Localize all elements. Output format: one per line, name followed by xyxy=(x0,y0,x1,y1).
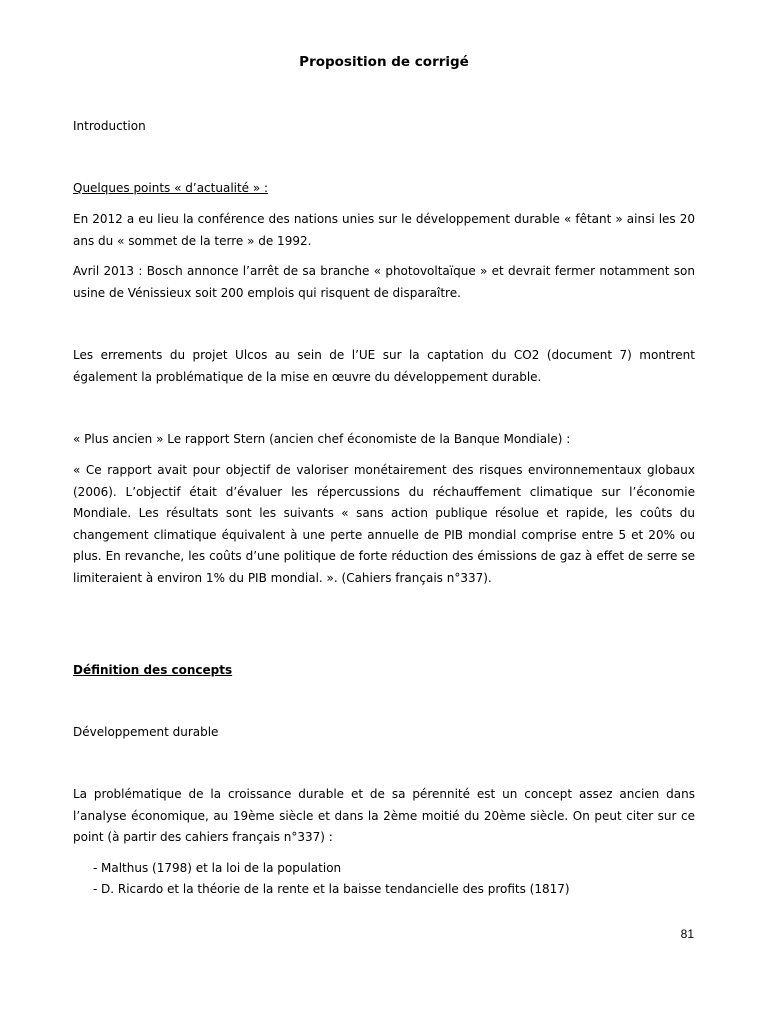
actualite-heading: Quelques points « d’actualité » : xyxy=(73,181,269,195)
stern-heading: « Plus ancien » Le rapport Stern (ancien chef économiste de la Banque Mondiale) : xyxy=(73,432,571,446)
developpement-durable-subheading: Développement durable xyxy=(73,725,219,739)
list-item-text: Malthus (1798) et la loi de la population xyxy=(101,861,342,875)
definitions-paragraph: La problématique de la croissance durable et de sa pérennité est un concept assez ancien dans l’analyse économique, au 19ème siècle et dans la 2ème moitié du 20ème siècle. On peut citer sur ce point (à partir des cahiers français n°337) : xyxy=(73,787,695,844)
list-item xyxy=(73,858,695,879)
list-item-text: D. Ricardo et la théorie de la rente et la baisse tendancielle des profits (1817) xyxy=(101,882,570,896)
actualite-paragraph-3: Les errements du projet Ulcos au sein de l’UE sur la captation du CO2 (document 7) montrent également la problématique de la mise en œuvre du développement durable. xyxy=(73,348,695,384)
bullet-marker: - xyxy=(93,861,98,875)
page-title: Proposition de corrigé xyxy=(299,54,469,70)
actualite-paragraph-2: Avril 2013 : Bosch annonce l’arrêt de sa branche « photovoltaïque » et devrait fermer notamment son usine de Vénissieux soit 200 emplois qui risquent de disparaître. xyxy=(73,264,695,300)
introduction-heading: Introduction xyxy=(73,119,146,133)
list-item xyxy=(73,879,695,900)
actualite-paragraph-1: En 2012 a eu lieu la conférence des nations unies sur le développement durable « fêtant » ainsi les 20 ans du « sommet de la terre » de 1992. xyxy=(73,212,695,248)
authors-list xyxy=(73,858,695,900)
bullet-marker: - xyxy=(93,882,98,896)
page-number: 81 xyxy=(680,927,694,941)
stern-quote: « Ce rapport avait pour objectif de valoriser monétairement des risques environnementaux globaux (2006). L’objectif était d’évaluer les répercussions du réchauffement climatique sur l’économie Mondiale. Les résultats sont les suivants « sans action publique résolue et rapide, les coûts du changement climatique équivalent à une perte annuelle de PIB mondial comprise entre 5 et 20% ou plus. En revanche, les coûts d’une politique de forte réduction des émissions de gaz à effet de serre se limiteraient à environ 1% du PIB mondial. ». (Cahiers français n°337). xyxy=(73,463,695,585)
definitions-heading: Définition des concepts xyxy=(73,663,233,677)
